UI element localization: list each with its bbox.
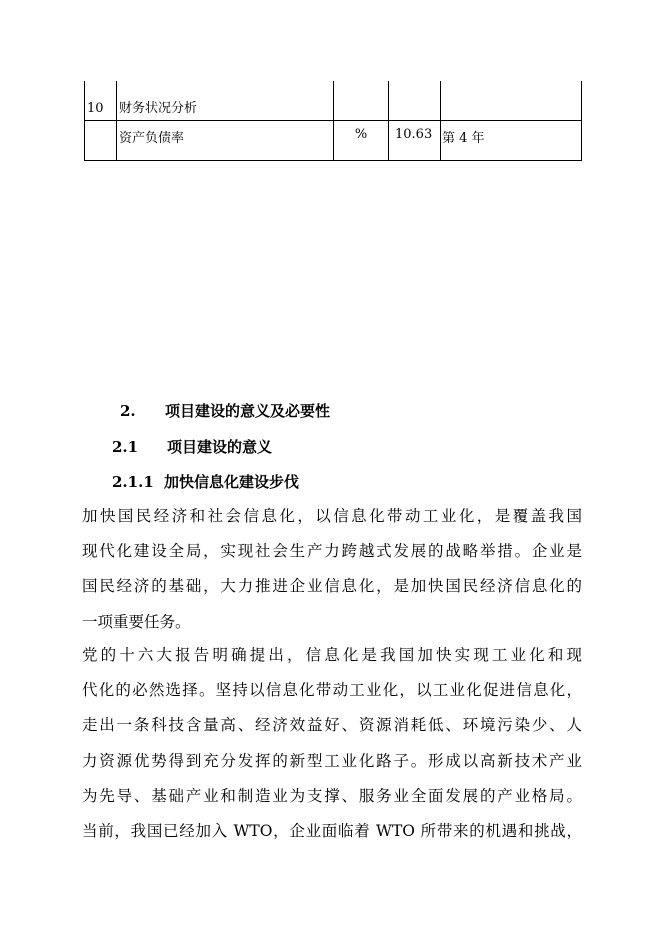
body-paragraph (82, 499, 582, 640)
unit-cell: % (334, 121, 389, 161)
section-title: 项目建设的意义及必要性 (165, 402, 331, 420)
paragraph-line: 党的十六大报告明确提出，信息化是我国加快实现工业化和现 (82, 646, 582, 664)
body-paragraph (82, 638, 582, 849)
section-number: 2. (120, 402, 136, 420)
paragraph-line: 一项重要任务。 (82, 612, 191, 631)
subsection-title: 项目建设的意义 (167, 438, 273, 456)
subsubsection-number: 2.1.1 (112, 473, 154, 491)
paragraph-line: 国民经济的基础，大力推进企业信息化，是加快国民经济信息化的 (82, 577, 582, 596)
paragraph-line: 走出一条科技含量高、经济效益好、资源消耗低、环境污染少、人 (82, 716, 582, 735)
section-heading (120, 401, 330, 421)
paragraph-line: 力资源优势得到充分发挥的新型工业化路子。形成以高新技术产业 (82, 751, 582, 770)
paragraph-line: 现代化建设全局，实现社会生产力跨越式发展的战略举措。企业是 (82, 542, 582, 561)
financial-indicator-table (84, 81, 582, 161)
value-cell: 10.63 (389, 121, 441, 161)
value-cell (389, 81, 441, 121)
row-number-cell (85, 121, 117, 161)
row-number-cell: 10 (85, 81, 117, 121)
item-name-cell: 财务状况分析 (117, 81, 334, 121)
unit-cell (334, 81, 389, 121)
paragraph-line: 加快国民经济和社会信息化，以信息化带动工业化，是覆盖我国 (82, 507, 582, 525)
paragraph-line: 代化的必然选择。坚持以信息化带动工业化，以工业化促进信息化， (82, 681, 582, 700)
table-row (85, 121, 582, 161)
paragraph-line: 当前，我国已经加入 WTO，企业面临着 WTO 所带来的机遇和挑战， (82, 822, 582, 841)
note-cell (441, 81, 582, 121)
subsection-number: 2.1 (112, 438, 139, 456)
subsubsection-heading (112, 472, 299, 492)
note-cell: 第 4 年 (441, 121, 582, 161)
paragraph-line: 为先导、基础产业和制造业为支撑、服务业全面发展的产业格局。 (82, 786, 582, 805)
table-row (85, 81, 582, 121)
item-name-cell: 资产负债率 (117, 121, 334, 161)
subsection-heading (112, 437, 272, 457)
subsubsection-title: 加快信息化建设步伐 (164, 473, 300, 491)
